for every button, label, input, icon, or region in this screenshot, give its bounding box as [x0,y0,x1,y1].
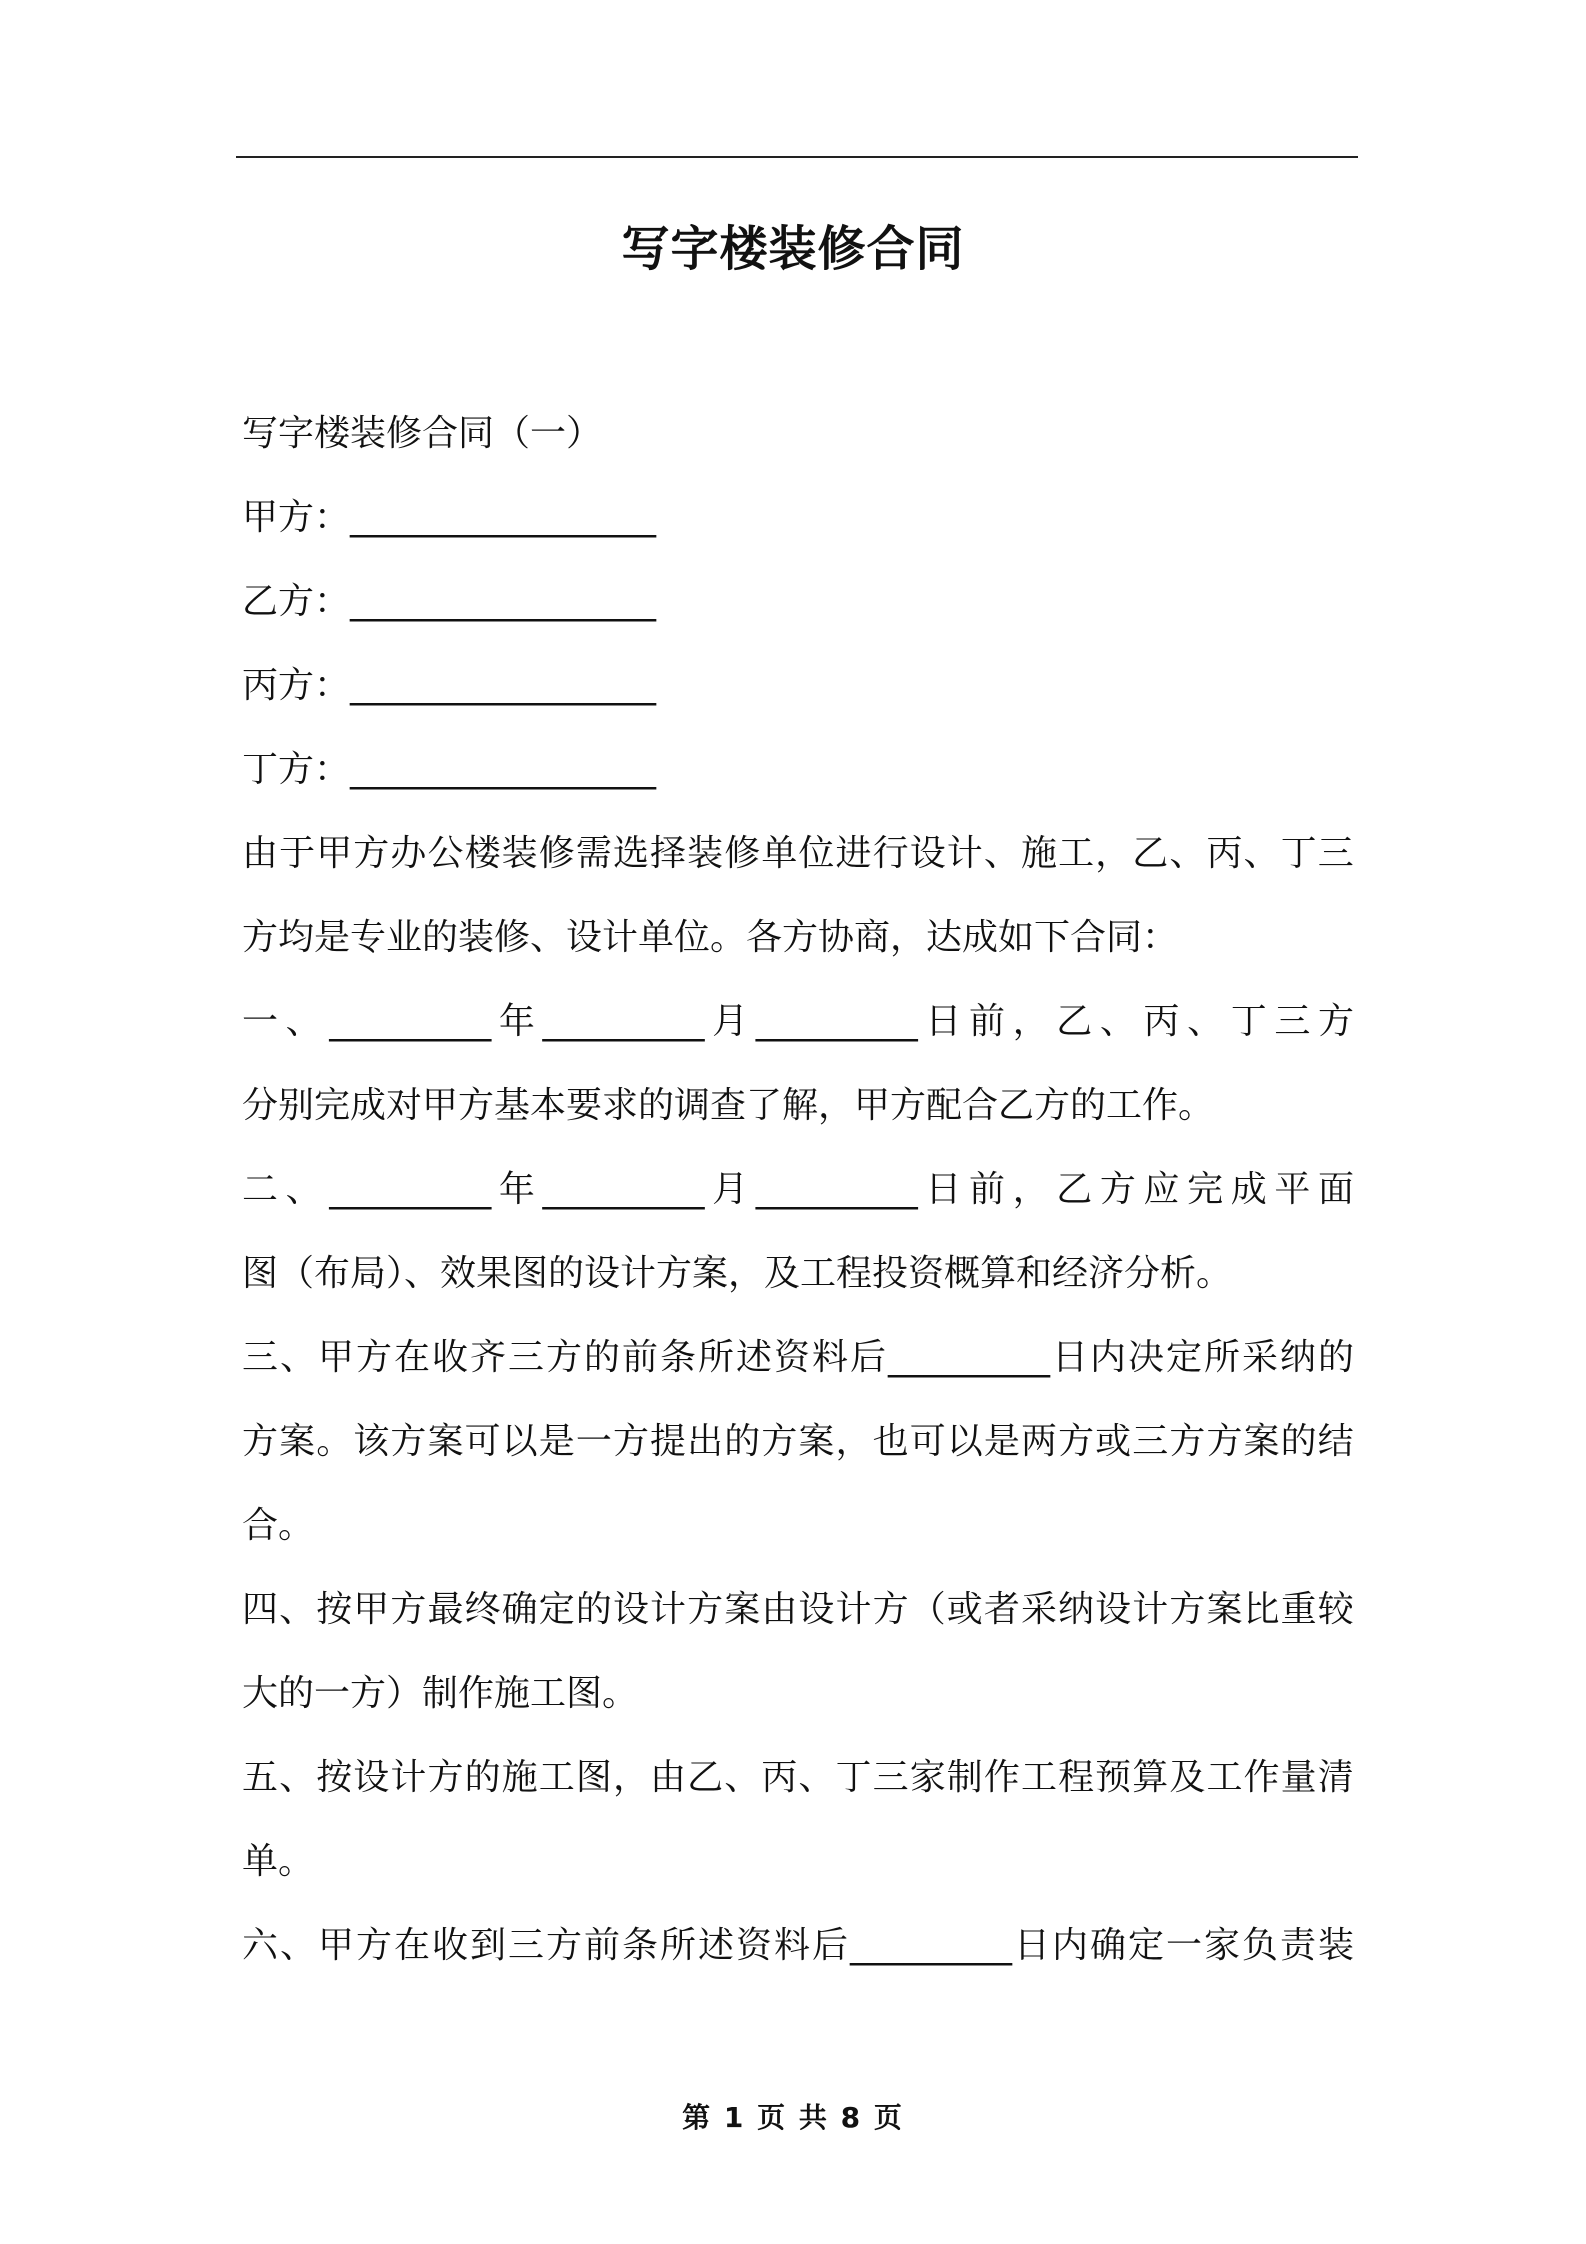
text-glyph: ， [612,1757,649,1798]
text-glyph: 方 [872,1589,909,1630]
text-glyph: 公 [427,833,464,874]
text-glyph: 应 [1143,1169,1180,1210]
text-glyph: _________ [329,1169,492,1210]
section-heading: 写字楼装修合同（一） [242,413,603,454]
text-glyph: 的 [464,1757,501,1798]
text-glyph: 最 [427,1589,464,1630]
text-glyph: 所 [698,1337,735,1378]
text-glyph: 案 [279,1421,316,1462]
text-glyph: 计 [835,1589,872,1630]
text-glyph: 前 [968,1001,1005,1042]
text-glyph: 、 [285,1169,322,1210]
text-glyph: 在 [394,1337,431,1378]
text-glyph: 月 [712,1169,749,1210]
text-glyph: 方 [1169,1589,1206,1630]
text-glyph: 单 [761,833,798,874]
text-glyph: 方 [390,1589,427,1630]
text-glyph: 所 [1203,1337,1240,1378]
text-glyph: 是 [983,1421,1020,1462]
text-glyph: 以 [946,1421,983,1462]
text-glyph: 定 [1165,1337,1202,1378]
text-glyph: 月 [712,1001,749,1042]
text-glyph: 程 [1058,1757,1095,1798]
text-glyph: 方 [353,833,390,874]
text-glyph: 资 [736,1925,773,1966]
text-glyph: 于 [279,833,316,874]
text-glyph: 在 [394,1925,431,1966]
text-glyph: 六 [242,1925,279,1966]
text-glyph: 一 [575,1421,612,1462]
text-glyph: 所 [660,1925,697,1966]
text-glyph: 内 [1051,1925,1088,1966]
text-glyph: ， [1095,833,1132,874]
text-glyph: 甲 [318,1925,355,1966]
text-glyph: 设 [1095,1589,1132,1630]
text-glyph: 装 [501,833,538,874]
text-glyph: 平 [1274,1169,1311,1210]
text-glyph: 的 [575,1589,612,1630]
text-glyph: 工 [1058,833,1095,874]
text-glyph: 设 [909,833,946,874]
text-glyph: 计 [650,1589,687,1630]
text-glyph: 计 [390,1757,427,1798]
text-glyph: 三 [508,1925,545,1966]
body-line: 方均是专业的装修、设计单位。各方协商，达成如下合同： [242,917,1179,958]
clause-1-line: 分别完成对甲方基本要求的调查了解，甲方配合乙方的工作。 [242,1085,1215,1126]
text-glyph: 修 [724,833,761,874]
text-glyph: 择 [650,833,687,874]
text-glyph: 需 [575,833,612,874]
text-glyph: 的 [1280,1421,1317,1462]
clause-5-line [242,1754,1354,1802]
text-glyph: 甲 [353,1589,390,1630]
text-glyph: 家 [909,1757,946,1798]
text-glyph: 或 [946,1589,983,1630]
text-glyph: 到 [470,1925,507,1966]
text-glyph: 、 [280,1337,317,1378]
text-glyph: 修 [538,833,575,874]
text-glyph: 方 [546,1925,583,1966]
text-glyph: 办 [390,833,427,874]
text-glyph: 进 [835,833,872,874]
text-glyph: 日 [925,1169,962,1210]
text-glyph: 是 [538,1421,575,1462]
text-glyph: 案 [798,1421,835,1462]
text-glyph: 甲 [316,833,353,874]
text-glyph: 年 [498,1169,535,1210]
text-glyph: 家 [1203,1925,1240,1966]
text-glyph: 前 [968,1169,1005,1210]
text-glyph: ， [835,1421,872,1462]
text-glyph: 收 [432,1337,469,1378]
text-glyph: 由 [242,833,279,874]
text-glyph: _________ [888,1337,1050,1378]
text-glyph: 四 [242,1589,279,1630]
text-glyph: 、 [983,833,1020,874]
text-glyph: 、 [1169,833,1206,874]
clause-4-line [242,1586,1354,1634]
text-glyph: 的 [724,1421,761,1462]
text-glyph: 确 [1089,1925,1126,1966]
text-glyph: 日 [1051,1337,1088,1378]
text-glyph: 日 [925,1001,962,1042]
page-number: 第 1 页 共 8 页 [682,2101,904,2134]
clause-2-line [242,1166,1354,1214]
text-glyph: 案 [724,1589,761,1630]
text-glyph: 也 [872,1421,909,1462]
text-glyph: 出 [687,1421,724,1462]
text-glyph: 计 [946,833,983,874]
text-glyph: 选 [612,833,649,874]
text-glyph: 提 [650,1421,687,1462]
text-glyph: 案 [427,1421,464,1462]
text-glyph: 年 [498,1001,535,1042]
text-glyph: 五 [242,1757,279,1798]
text-glyph: 完 [1187,1169,1224,1210]
text-glyph: 两 [1020,1421,1057,1462]
text-glyph: 该 [353,1421,390,1462]
text-glyph: 方 [546,1337,583,1378]
text-glyph: 后 [812,1925,849,1966]
clause-1-line [242,998,1354,1046]
text-glyph: 预 [1095,1757,1132,1798]
text-glyph: 作 [983,1757,1020,1798]
text-glyph: 后 [850,1337,887,1378]
text-glyph: 三 [1274,1001,1311,1042]
text-glyph: 方 [761,1421,798,1462]
text-glyph: 、 [280,1925,317,1966]
text-glyph: 三 [1317,833,1354,874]
header-rule [236,156,1358,158]
text-glyph: 方 [1169,1421,1206,1462]
text-glyph: 位 [798,833,835,874]
clause-3-line: 合。 [242,1505,315,1546]
text-glyph: 采 [1241,1337,1278,1378]
text-glyph: 方 [687,1589,724,1630]
text-glyph: 按 [316,1589,353,1630]
text-glyph: 作 [1243,1757,1280,1798]
text-glyph: 、 [279,1589,316,1630]
text-glyph: 内 [1089,1337,1126,1378]
text-glyph: 纳 [1058,1589,1095,1630]
text-glyph: ， [1012,1169,1049,1210]
text-glyph: 定 [538,1589,575,1630]
text-glyph: 比 [1243,1589,1280,1630]
text-glyph: 乙 [1132,833,1169,874]
text-glyph: 、 [285,1001,322,1042]
text-glyph: 纳 [1279,1337,1316,1378]
party-b-line: 乙方：_________________ [242,581,657,622]
text-glyph: 方 [1058,1421,1095,1462]
text-glyph: 的 [584,1337,621,1378]
text-glyph: 前 [584,1925,621,1966]
text-glyph: 方 [1099,1169,1136,1210]
text-glyph: 条 [622,1925,659,1966]
body-line [242,830,1354,878]
text-glyph: 施 [501,1757,538,1798]
text-glyph: 采 [1020,1589,1057,1630]
text-glyph: 料 [774,1925,811,1966]
text-glyph: 丙 [1206,833,1243,874]
text-glyph: 可 [464,1421,501,1462]
text-glyph: 三 [1132,1421,1169,1462]
text-glyph: 负 [1241,1925,1278,1966]
text-glyph: ， [1012,1001,1049,1042]
text-glyph: 及 [1169,1757,1206,1798]
party-c-line: 丙方：_________________ [242,665,657,706]
text-glyph: 一 [1165,1925,1202,1966]
text-glyph: 的 [1317,1337,1354,1378]
text-glyph: 述 [698,1925,735,1966]
text-glyph: 定 [1127,1925,1164,1966]
text-glyph: _________ [542,1169,705,1210]
text-glyph: 终 [464,1589,501,1630]
text-glyph: 、 [1243,833,1280,874]
party-d-line: 丁方：_________________ [242,749,657,790]
clause-4-line: 大的一方）制作施工图。 [242,1673,639,1714]
text-glyph: 案 [1206,1589,1243,1630]
text-glyph: _________ [755,1001,918,1042]
text-glyph: 方 [356,1337,393,1378]
text-glyph: 设 [353,1757,390,1798]
text-glyph: 面 [1317,1169,1354,1210]
document-title: 写字楼装修合同 [621,221,965,277]
text-glyph: 三 [508,1337,545,1378]
text-glyph: 丙 [1143,1001,1180,1042]
text-glyph: 者 [983,1589,1020,1630]
text-glyph: 工 [1206,1757,1243,1798]
text-glyph: 丁 [835,1757,872,1798]
text-glyph: （ [909,1589,946,1630]
text-glyph: 方 [427,1757,464,1798]
text-glyph: 、 [279,1757,316,1798]
text-glyph: 量 [1280,1757,1317,1798]
text-glyph: 确 [501,1589,538,1630]
text-glyph: 重 [1280,1589,1317,1630]
text-glyph: 一 [242,1001,279,1042]
text-glyph: 日 [1013,1925,1050,1966]
text-glyph: 以 [501,1421,538,1462]
text-glyph: 乙 [1056,1169,1093,1210]
text-glyph: 收 [432,1925,469,1966]
clause-5-line: 单。 [242,1841,315,1882]
text-glyph: 甲 [318,1337,355,1378]
text-glyph: 丁 [1230,1001,1267,1042]
text-glyph: 乙 [1056,1001,1093,1042]
text-glyph: 或 [1095,1421,1132,1462]
text-glyph: 工 [1020,1757,1057,1798]
text-glyph: 设 [612,1589,649,1630]
text-glyph: 计 [1132,1589,1169,1630]
text-glyph: 按 [316,1757,353,1798]
text-glyph: 乙 [687,1757,724,1798]
party-a-line: 甲方：_________________ [242,497,657,538]
text-glyph: _________ [542,1001,705,1042]
text-glyph: 料 [812,1337,849,1378]
text-glyph: 施 [1020,833,1057,874]
text-glyph: 、 [724,1757,761,1798]
text-glyph: 由 [761,1589,798,1630]
text-glyph: 、 [798,1757,835,1798]
text-glyph: _________ [755,1169,918,1210]
text-glyph: 条 [660,1337,697,1378]
text-glyph: 方 [1317,1001,1354,1042]
text-glyph: 丁 [1280,833,1317,874]
text-glyph: 、 [1099,1001,1136,1042]
clause-6-line [242,1922,1354,1970]
text-glyph: 结 [1317,1421,1354,1462]
text-glyph: 图 [575,1757,612,1798]
text-glyph: 丙 [761,1757,798,1798]
text-glyph: 装 [1317,1925,1354,1966]
text-glyph: 。 [316,1421,353,1462]
text-glyph: 前 [622,1337,659,1378]
text-glyph: 资 [774,1337,811,1378]
text-glyph: 案 [1243,1421,1280,1462]
text-glyph: 由 [650,1757,687,1798]
text-glyph: 较 [1317,1589,1354,1630]
clause-2-line: 图（布局）、效果图的设计方案，及工程投资概算和经济分析。 [242,1253,1233,1294]
text-glyph: _________ [329,1001,492,1042]
text-glyph: 制 [946,1757,983,1798]
clause-3-line [242,1334,1354,1382]
text-glyph: 方 [1206,1421,1243,1462]
text-glyph: 装 [687,833,724,874]
text-glyph: 设 [798,1589,835,1630]
text-glyph: 方 [390,1421,427,1462]
text-glyph: 三 [872,1757,909,1798]
text-glyph: 齐 [470,1337,507,1378]
text-glyph: 方 [242,1421,279,1462]
text-glyph: 述 [736,1337,773,1378]
text-glyph: 工 [538,1757,575,1798]
text-glyph: 二 [242,1169,279,1210]
text-glyph: 行 [872,833,909,874]
text-glyph: 清 [1317,1757,1354,1798]
text-glyph: 决 [1127,1337,1164,1378]
text-glyph: 可 [909,1421,946,1462]
clause-3-line [242,1418,1354,1466]
text-glyph: 、 [1187,1001,1224,1042]
text-glyph: 方 [356,1925,393,1966]
text-glyph: 责 [1279,1925,1316,1966]
text-glyph: 成 [1230,1169,1267,1210]
text-glyph: _________ [850,1925,1012,1966]
text-glyph: 楼 [464,833,501,874]
text-glyph: 算 [1132,1757,1169,1798]
text-glyph: 方 [612,1421,649,1462]
text-glyph: 三 [242,1337,279,1378]
